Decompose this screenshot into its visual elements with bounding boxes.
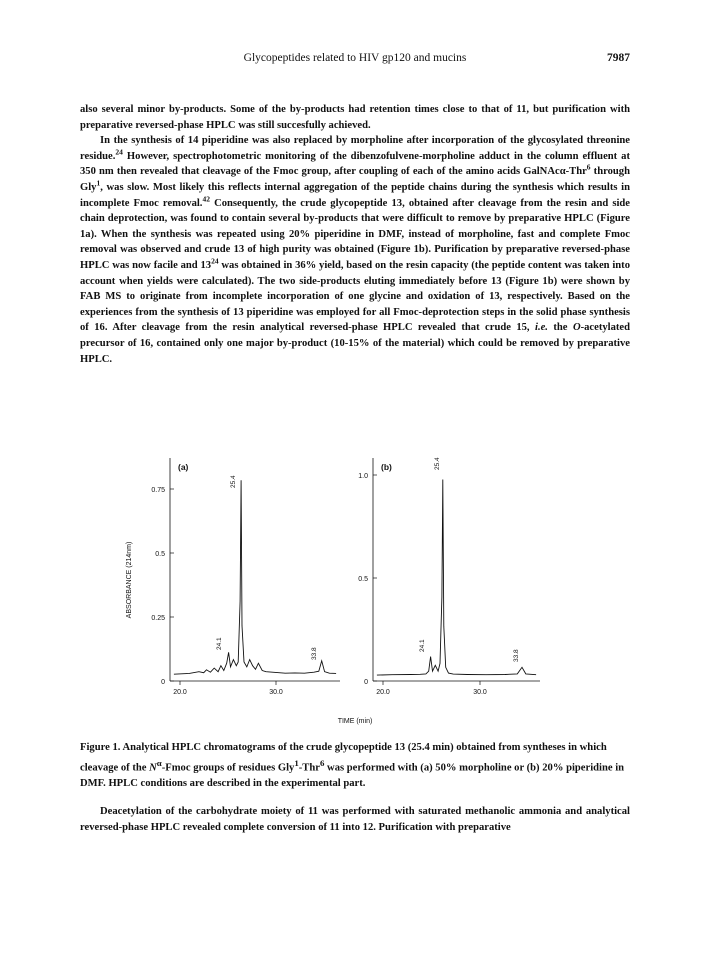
running-title: Glycopeptides related to HIV gp120 and mucins <box>243 52 467 64</box>
caption-n-italic: N <box>149 762 157 774</box>
panel-b-xtick-20: 20.0 <box>376 689 390 696</box>
paragraph-3: Deacetylation of the carbohydrate moiety of 11 was performed with saturated methanolic ammonia and analytical reversed-phase HPLC revealed complete conversion of 11 into 12. Purification with preparative <box>80 806 630 833</box>
p2-s5: Consequently, the crude glycopeptide 13, obtained after cleavage from the resin and side chain deprotection, was found to contain several by-products that were difficult to remove by preparative HPLC (Figure 1a). When the synthesis was repeated using 20% piperidine in DMF, instead of morpholine, fast and complete Fmoc removal was observed and crude 13 of high purity was obtained (Figure 1b). Purification by preparative reversed-phase HPLC was now facile and 13 <box>80 197 631 271</box>
figure-caption <box>80 740 630 791</box>
figure-1 <box>0 440 711 730</box>
y-axis-label: ABSORBANCE (214nm) <box>126 541 133 619</box>
panel-a-xtick-20: 20.0 <box>173 689 187 696</box>
panel-a-trace <box>174 480 336 674</box>
x-axis-label: TIME (min) <box>337 718 373 725</box>
paragraph-2 <box>80 133 630 367</box>
panel-b-peak-label-254: 25.4 <box>434 457 441 470</box>
hplc-chromatograms <box>0 440 711 730</box>
panel-a-ytick-0: 0 <box>161 679 165 686</box>
panel-b-ytick-10: 1.0 <box>358 473 368 480</box>
panel-a-peak-label-241: 24.1 <box>216 637 223 650</box>
panel-a <box>151 458 340 696</box>
panel-b-peak-label-338: 33.8 <box>513 649 520 662</box>
caption-sup-6: 6 <box>319 757 325 768</box>
p2-s2: However, spectrophotometric monitoring of the dibenzofulvene-morpholine adduct in the column effluent at 350 nm then revealed that cleavage of the Fmoc group, after coupling of each of the amino acids GalNAcα-Thr <box>80 150 630 178</box>
body-text-top <box>80 102 630 367</box>
panel-b-xtick-30: 30.0 <box>473 689 487 696</box>
panel-b-peak-label-241: 24.1 <box>419 639 426 652</box>
panel-b-trace <box>377 480 536 676</box>
panel-a-ytick-05: 0.5 <box>155 551 165 558</box>
caption-t4: was performed with (a) 50% morpholine or (b) 20% piperidine in DMF. HPLC conditions are described in the experimental part. <box>80 762 625 789</box>
panel-a-ytick-075: 0.75 <box>151 487 165 494</box>
ref-42: 42 <box>202 194 210 204</box>
p2-s6: was obtained in 36% yield, based on the resin capacity (the peptide content was taken into account when yields were calculated). The two side-products eluting immediately before 13 (Figure 1b) were shown by FAB MS to originate from incomplete incorporation of one glycine and oxidation of 13, respectively. Based on the experiences from the synthesis of 13 piperidine was employed for all Fmoc-deprotection steps in the solid phase synthesis of 16. After cleavage from the resin analytical reversed-phase HPLC revealed that crude 15, <box>80 259 630 334</box>
figure-label: Figure 1. <box>80 742 121 753</box>
panel-b <box>358 457 540 696</box>
caption-sup-1: 1 <box>294 757 299 768</box>
panel-a-peak-label-338: 33.8 <box>311 647 318 660</box>
ie-italic: i.e. <box>535 322 548 334</box>
panel-b-ytick-05: 0.5 <box>358 576 368 583</box>
caption-sup-alpha: α <box>156 757 162 768</box>
caption-t2: -Fmoc groups of residues Gly <box>161 762 295 774</box>
p2-s7: the <box>547 322 573 334</box>
p2-s1: In the synthesis of 14 piperidine was also replaced by morpholine after incorporation of the glycosylated threonine residue. <box>80 135 630 162</box>
p2-s4: , was slow. Most likely this reflects internal aggregation of the peptide chains during the synthesis which results in incomplete Fmoc removal. <box>80 181 630 209</box>
body-text-bottom <box>80 804 630 835</box>
caption-t1: Analytical HPLC chromatograms of the crude glycopeptide 13 (25.4 min) obtained from syntheses in which cleavage of the <box>80 742 607 774</box>
panel-b-ytick-0: 0 <box>364 679 368 686</box>
o-italic: O <box>572 322 581 334</box>
ref-24b: 24 <box>211 256 219 266</box>
ref-24a: 24 <box>115 147 123 157</box>
caption-t3: -Thr <box>298 762 320 774</box>
sup-gly1: 1 <box>96 178 101 188</box>
panel-a-xtick-30: 30.0 <box>269 689 283 696</box>
panel-b-label: (b) <box>381 462 392 472</box>
panel-a-label: (a) <box>178 462 189 472</box>
p2-s3: through Gly <box>80 166 630 193</box>
paragraph-1: also several minor by-products. Some of the by-products had retention times close to that of 11, but purification with preparative reversed-phase HPLC was still succesfully achieved. <box>80 104 630 131</box>
panel-a-peak-label-254: 25.4 <box>230 475 237 488</box>
panel-a-ytick-025: 0.25 <box>151 615 165 622</box>
running-head <box>80 52 630 68</box>
page-number: 7987 <box>607 52 630 64</box>
p2-s8: -acetylated precursor of 16, contained only one major by-product (10-15% of the material) which could be removed by preparative HPLC. <box>80 322 631 365</box>
sup-thr6: 6 <box>586 162 591 172</box>
